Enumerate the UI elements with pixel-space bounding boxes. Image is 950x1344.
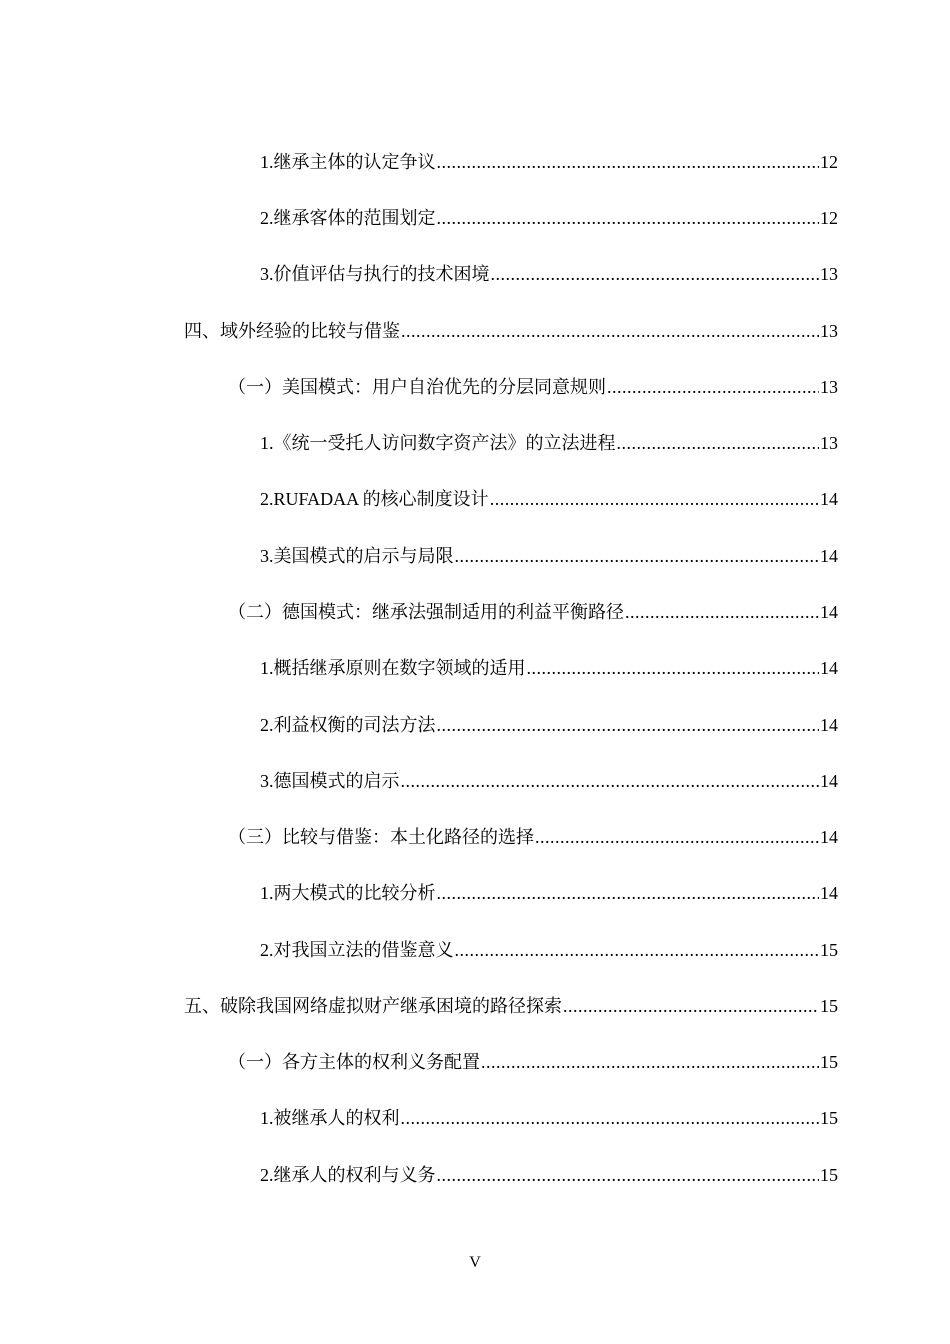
toc-dot-leader bbox=[437, 204, 820, 232]
toc-entry[interactable] bbox=[184, 317, 838, 345]
toc-entry-title: 3.美国模式的启示与局限 bbox=[260, 546, 454, 566]
toc-entry[interactable] bbox=[260, 879, 838, 907]
toc-entry[interactable] bbox=[260, 1161, 838, 1189]
toc-entry[interactable] bbox=[260, 542, 838, 570]
toc-entry[interactable] bbox=[260, 767, 838, 795]
toc-entry-title: 2.继承人的权利与义务 bbox=[260, 1165, 436, 1185]
toc-entry[interactable] bbox=[184, 992, 838, 1020]
toc-entry-title: 3.价值评估与执行的技术困境 bbox=[260, 264, 490, 284]
toc-entry-page: 13 bbox=[820, 433, 838, 453]
toc-entry[interactable] bbox=[228, 1048, 838, 1076]
toc-entry-page: 15 bbox=[820, 940, 838, 960]
toc-entry-page: 13 bbox=[820, 321, 838, 341]
toc-entry-title: 3.德国模式的启示 bbox=[260, 771, 400, 791]
toc-entry-page: 14 bbox=[820, 883, 838, 903]
toc-entry-page: 14 bbox=[820, 546, 838, 566]
toc-dot-leader bbox=[607, 373, 819, 401]
toc-entry-page: 15 bbox=[820, 1108, 838, 1128]
toc-entry-title: 2.利益权衡的司法方法 bbox=[260, 715, 436, 735]
toc-entry-title: 四、域外经验的比较与借鉴 bbox=[184, 321, 400, 341]
toc-entry-page: 14 bbox=[820, 827, 838, 847]
toc-dot-leader bbox=[490, 485, 819, 513]
toc-dot-leader bbox=[563, 992, 819, 1020]
toc-dot-leader bbox=[617, 429, 820, 457]
toc-entry-page: 12 bbox=[820, 152, 838, 172]
toc-entry-page: 14 bbox=[820, 489, 838, 509]
toc-entry-page: 14 bbox=[820, 771, 838, 791]
toc-dot-leader bbox=[491, 260, 820, 288]
toc-entry-page: 13 bbox=[820, 264, 838, 284]
toc-dot-leader bbox=[455, 936, 820, 964]
toc-entry-title: （一）美国模式：用户自治优先的分层同意规则 bbox=[228, 377, 606, 397]
page-number: V bbox=[469, 1254, 481, 1271]
toc-entry-title: 1.《统一受托人访问数字资产法》的立法进程 bbox=[260, 433, 616, 453]
toc-entry-title: （三）比较与借鉴：本土化路径的选择 bbox=[228, 827, 534, 847]
toc-entry-page: 15 bbox=[820, 996, 838, 1016]
toc-dot-leader bbox=[437, 148, 820, 176]
toc-entry-title: 2.RUFADAA 的核心制度设计 bbox=[260, 489, 489, 509]
toc-dot-leader bbox=[437, 711, 820, 739]
toc-dot-leader bbox=[401, 317, 819, 345]
toc-entry-title: 2.对我国立法的借鉴意义 bbox=[260, 940, 454, 960]
toc-entry-page: 15 bbox=[820, 1052, 838, 1072]
toc-entry-title: （一）各方主体的权利义务配置 bbox=[228, 1052, 480, 1072]
toc-entry[interactable] bbox=[228, 823, 838, 851]
toc-dot-leader bbox=[625, 598, 819, 626]
toc-dot-leader bbox=[527, 654, 820, 682]
toc-entry[interactable] bbox=[260, 711, 838, 739]
toc-entry[interactable] bbox=[260, 654, 838, 682]
toc-entry-page: 14 bbox=[820, 602, 838, 622]
toc-dot-leader bbox=[455, 542, 820, 570]
toc-entry[interactable] bbox=[260, 936, 838, 964]
toc-dot-leader bbox=[401, 1104, 820, 1132]
toc-dot-leader bbox=[401, 767, 820, 795]
toc-entry[interactable] bbox=[260, 485, 838, 513]
toc-entry-title: 1.继承主体的认定争议 bbox=[260, 152, 436, 172]
toc-entry-title: 1.概括继承原则在数字领域的适用 bbox=[260, 658, 526, 678]
toc-entry-title: 1.两大模式的比较分析 bbox=[260, 883, 436, 903]
toc-entry-page: 12 bbox=[820, 208, 838, 228]
toc-entry-page: 15 bbox=[820, 1165, 838, 1185]
toc-entry-page: 14 bbox=[820, 715, 838, 735]
toc-entry[interactable] bbox=[228, 598, 838, 626]
toc-entry[interactable] bbox=[260, 148, 838, 176]
toc-entry-page: 14 bbox=[820, 658, 838, 678]
toc-entry[interactable] bbox=[260, 204, 838, 232]
toc-dot-leader bbox=[481, 1048, 819, 1076]
toc-entry-title: （二）德国模式：继承法强制适用的利益平衡路径 bbox=[228, 602, 624, 622]
toc-entry[interactable] bbox=[260, 429, 838, 457]
toc-dot-leader bbox=[437, 879, 820, 907]
toc-entry-title: 2.继承客体的范围划定 bbox=[260, 208, 436, 228]
toc-dot-leader bbox=[437, 1161, 820, 1189]
toc-entry-title: 1.被继承人的权利 bbox=[260, 1108, 400, 1128]
toc-entry-title: 五、破除我国网络虚拟财产继承困境的路径探索 bbox=[184, 996, 562, 1016]
toc-entry-page: 13 bbox=[820, 377, 838, 397]
toc-entry[interactable] bbox=[260, 1104, 838, 1132]
toc-entry[interactable] bbox=[228, 373, 838, 401]
toc-dot-leader bbox=[535, 823, 819, 851]
toc-entry[interactable] bbox=[260, 260, 838, 288]
